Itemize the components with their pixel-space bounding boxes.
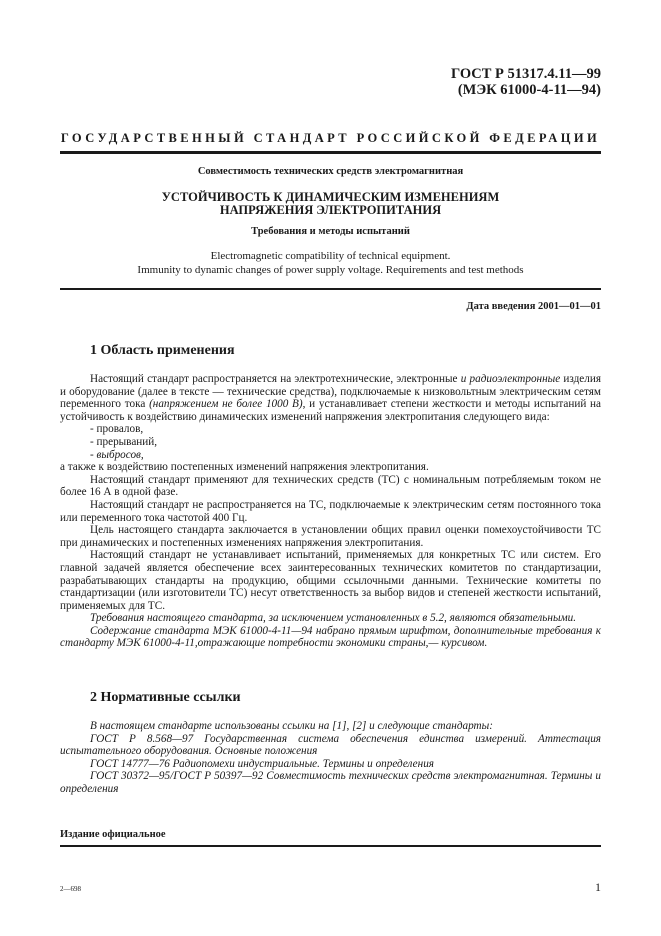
reference-item: ГОСТ Р 8.568—97 Государственная система обеспечения единства измерений. Аттестация испытательного оборудования. Основные положения	[60, 732, 601, 758]
list-item: - прерываний,	[90, 435, 158, 448]
footer-rule	[60, 845, 601, 847]
document-subtitle: Требования и методы испытаний	[251, 226, 410, 237]
title-rule	[60, 288, 601, 290]
state-standard-heading: ГОСУДАРСТВЕННЫЙ СТАНДАРТ РОССИЙСКОЙ ФЕДЕРАЦИИ	[60, 131, 601, 145]
paragraph: Настоящий стандарт не устанавливает испытаний, применяемых для конкретных ТС или систем. Его главной задачей является обеспечение всех заинтересованных технических комитетов по стандартизации, разрабатывающих стандарты на продукцию, общими ссылочными данными. Технические комитеты по стандартизации (или изготовители ТС) несут ответственность за выбор видов и степеней жесткости испытаний, применяемых для ТС.	[60, 549, 601, 612]
paragraph: Требования настоящего стандарта, за исключением установленных в 5.2, являются обязательными.	[90, 612, 577, 625]
list-item: - провалов,	[90, 423, 144, 436]
paragraph: Настоящий стандарт применяют для технических средств (ТС) с номинальным потребляемым током не более 16 А в одной фазе.	[60, 473, 601, 499]
paragraph: Содержание стандарта МЭК 61000-4-11—94 набрано прямым шрифтом, дополнительные требования к стандарту МЭК 61000-4-11,отражающие потребности экономики страны,— курсивом.	[60, 624, 601, 650]
text-span: , и устанавливает степени жесткости и методы испытаний на устойчивость к воздействию динамических изменений напряжения электропитания следующего вида:	[60, 398, 601, 423]
section-2-heading: 2 Нормативные ссылки	[90, 690, 241, 705]
header-rule	[60, 151, 601, 154]
standard-group: Совместимость технических средств электромагнитная	[197, 166, 464, 177]
section-2-body	[60, 720, 601, 796]
english-title-line-2: Immunity to dynamic changes of power supply voltage. Requirements and test methods	[137, 264, 524, 276]
paragraph: В настоящем стандарте использованы ссылки на [1], [2] и следующие стандарты:	[90, 720, 493, 732]
italic-span: (напряжением не более 1000 В)	[149, 398, 303, 411]
reference-item: ГОСТ 14777—76 Радиопомехи индустриальные. Термины и определения	[90, 757, 434, 770]
reference-item: ГОСТ 30372—95/ГОСТ Р 50397—92 Совместимость технических средств электромагнитная. Термины и определения	[60, 770, 601, 795]
list-item: - выбросов,	[90, 448, 144, 461]
edition-label: Издание официальное	[60, 829, 166, 840]
text-span: Настоящий стандарт распространяется на электротехнические, электронные	[90, 373, 461, 385]
gost-designation	[451, 66, 601, 98]
gost-number: ГОСТ Р 51317.4.11—99	[450, 66, 601, 82]
page-number: 1	[595, 880, 601, 894]
section-1-heading: 1 Область применения	[90, 343, 235, 358]
print-code: 2—698	[60, 885, 81, 893]
italic-span: и радиоэлектронные	[460, 373, 561, 385]
document-title	[60, 191, 601, 217]
iec-number: (МЭК 61000-4-11—94)	[457, 82, 601, 98]
paragraph: Настоящий стандарт не распространяется на ТС, подключаемые к электрическим сетям постоянного тока или переменного тока частотой 400 Гц.	[60, 498, 601, 524]
english-title-line-1: Electromagnetic compatibility of technical equipment.	[210, 250, 451, 262]
paragraph	[60, 373, 601, 423]
title-line-2: НАПРЯЖЕНИЯ ЭЛЕКТРОПИТАНИЯ	[219, 203, 442, 217]
effective-date: Дата введения 2001—01—01	[466, 301, 601, 312]
text-span: изделия и оборудование (далее в тексте — технические средства), подключаемые к низковольтным электрическим сетям переменного тока	[60, 373, 601, 411]
paragraph: Цель настоящего стандарта заключается в установлении общих правил оценки помехоустойчивости ТС при динамических и постепенных изменениях напряжения электропитания.	[60, 524, 601, 549]
paragraph: а также к воздействию постепенных изменений напряжения электропитания.	[60, 461, 429, 474]
english-title	[60, 249, 601, 277]
section-1-body	[60, 373, 601, 650]
title-line-1: УСТОЙЧИВОСТЬ К ДИНАМИЧЕСКИМ ИЗМЕНЕНИЯМ	[161, 190, 500, 204]
